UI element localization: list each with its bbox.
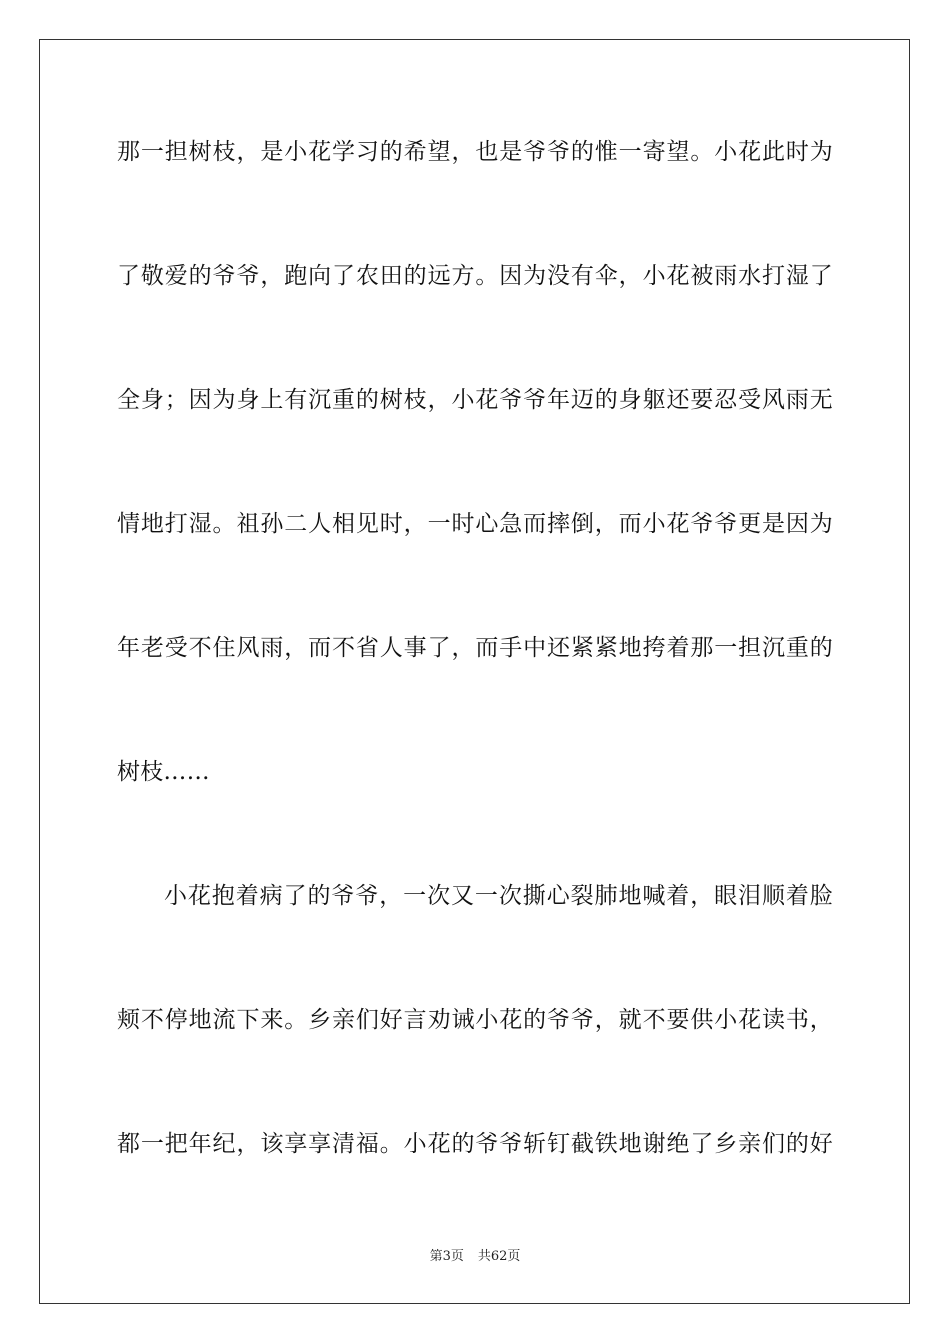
paragraph-line: 都一把年纪，该享享清福。小花的爷爷斩钉截铁地谢绝了乡亲们的好	[117, 1131, 833, 1157]
paragraph-line: 年老受不住风雨，而不省人事了，而手中还紧紧地挎着那一担沉重的	[117, 635, 833, 661]
paragraph-line: 树枝……	[117, 759, 210, 785]
paragraph-line: 了敬爱的爷爷，跑向了农田的远方。因为没有伞，小花被雨水打湿了	[117, 263, 833, 289]
paragraph-line: 那一担树枝，是小花学习的希望，也是爷爷的惟一寄望。小花此时为	[117, 139, 833, 165]
paragraph-line: 情地打湿。祖孙二人相见时，一时心急而摔倒，而小花爷爷更是因为	[117, 511, 833, 537]
page-total: 共62页	[477, 1249, 521, 1264]
page-number: 第3页	[429, 1249, 464, 1264]
paragraph-line: 全身；因为身上有沉重的树枝，小花爷爷年迈的身躯还要忍受风雨无	[117, 387, 833, 413]
page-border	[39, 39, 910, 1304]
paragraph-line: 颊不停地流下来。乡亲们好言劝诫小花的爷爷，就不要供小花读书，	[117, 1007, 833, 1033]
paragraph-line: 小花抱着病了的爷爷，一次又一次撕心裂肺地喊着，眼泪顺着脸	[164, 883, 833, 909]
page-footer	[0, 1248, 950, 1266]
